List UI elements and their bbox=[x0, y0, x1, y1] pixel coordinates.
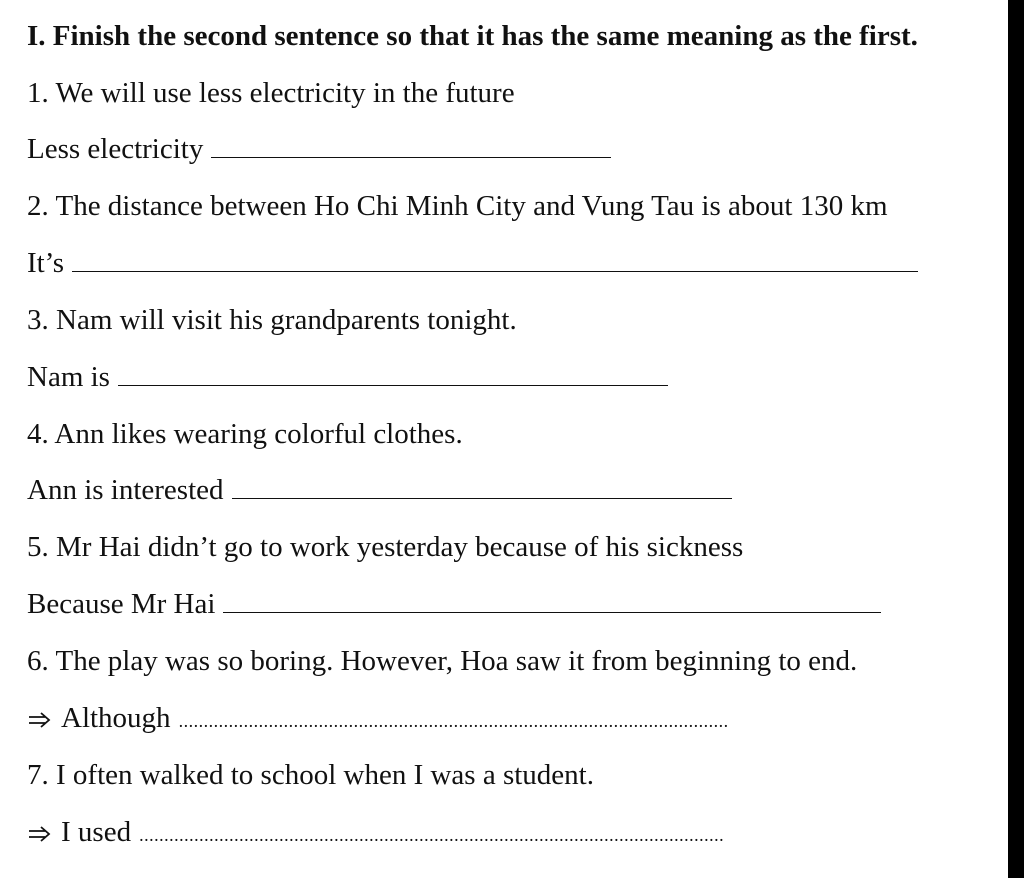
item-3-answer-row bbox=[27, 359, 668, 395]
item-1-sentence: 1. We will use less electricity in the future bbox=[27, 77, 515, 109]
item-5-answer-blank[interactable] bbox=[223, 588, 881, 613]
item-4-sentence: 4. Ann likes wearing colorful clothes. bbox=[27, 418, 463, 450]
item-7-prompt: I used bbox=[61, 816, 132, 848]
item-2-sentence: 2. The distance between Ho Chi Minh City and Vung Tau is about 130 km bbox=[27, 190, 888, 222]
item-1-prompt: Less electricity bbox=[27, 133, 204, 165]
item-5-prompt: Because Mr Hai bbox=[27, 588, 216, 620]
implies-arrow-icon bbox=[27, 700, 53, 736]
item-1-answer-blank[interactable] bbox=[211, 133, 611, 158]
right-edge-bar bbox=[1008, 0, 1024, 878]
item-6-answer-row bbox=[27, 700, 729, 739]
item-6-prompt: Although bbox=[61, 702, 171, 734]
item-2-prompt: It’s bbox=[27, 247, 65, 279]
item-1-answer-row bbox=[27, 131, 611, 167]
item-5-answer-row bbox=[27, 586, 881, 622]
item-4-answer-row bbox=[27, 472, 732, 508]
item-3-prompt: Nam is bbox=[27, 361, 110, 393]
item-7-sentence: 7. I often walked to school when I was a student. bbox=[27, 759, 594, 791]
item-4-prompt: Ann is interested bbox=[27, 474, 224, 506]
item-7-answer-row bbox=[27, 814, 724, 853]
item-4-answer-blank[interactable] bbox=[232, 474, 732, 499]
item-2-answer-row bbox=[27, 245, 918, 281]
item-7-answer-dots[interactable]: ..................................................................................................................... bbox=[139, 825, 725, 845]
item-3-sentence: 3. Nam will visit his grandparents tonight. bbox=[27, 304, 517, 336]
exercise-heading: I. Finish the second sentence so that it has the same meaning as the first. bbox=[27, 20, 918, 52]
item-5-sentence: 5. Mr Hai didn’t go to work yesterday because of his sickness bbox=[27, 531, 744, 563]
item-3-answer-blank[interactable] bbox=[118, 361, 668, 386]
implies-arrow-icon bbox=[27, 814, 53, 850]
item-6-answer-dots[interactable]: .............................................................................................................. bbox=[178, 711, 729, 731]
item-2-answer-blank[interactable] bbox=[72, 247, 918, 272]
item-6-sentence: 6. The play was so boring. However, Hoa saw it from beginning to end. bbox=[27, 645, 858, 677]
